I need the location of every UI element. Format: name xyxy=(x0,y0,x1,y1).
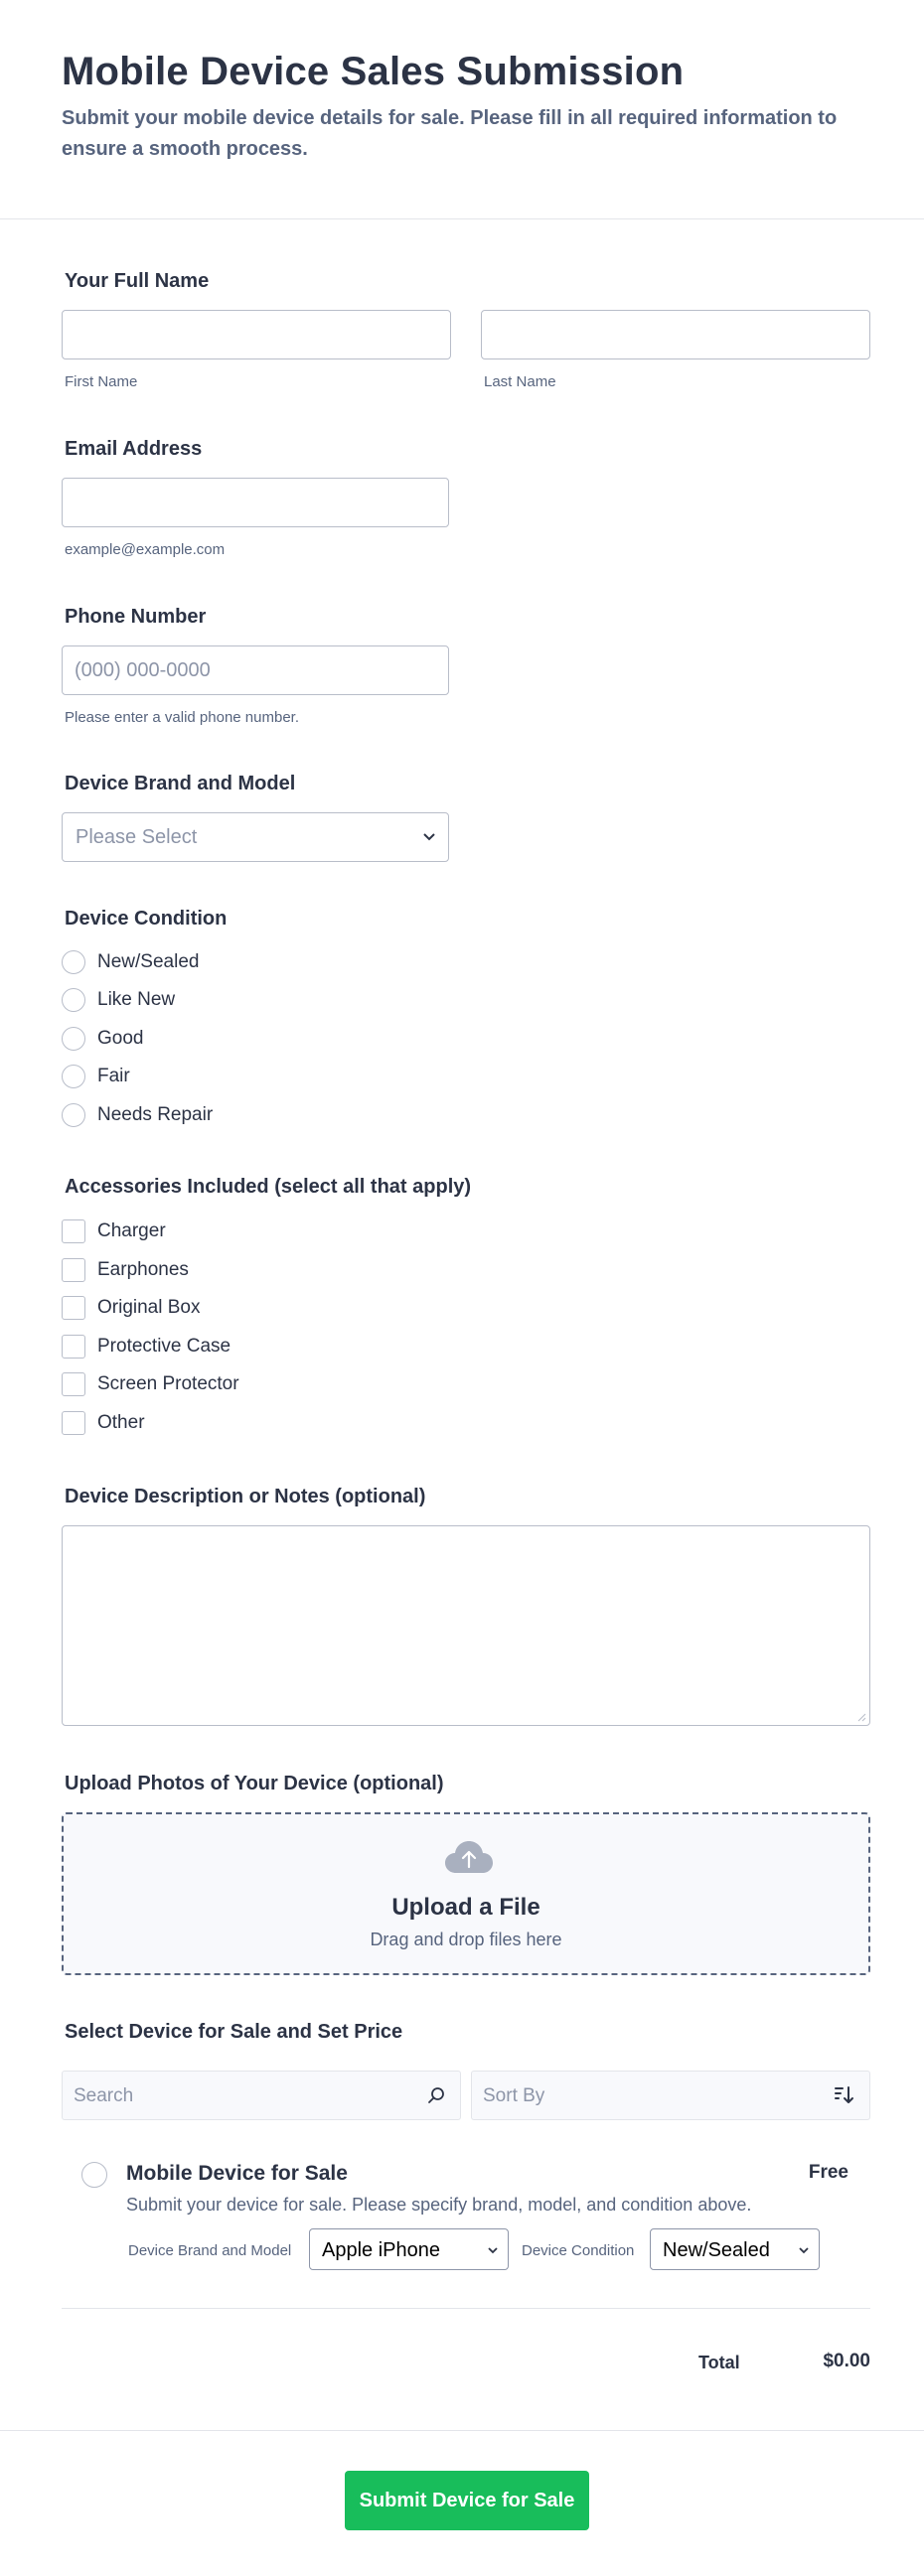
page-title: Mobile Device Sales Submission xyxy=(62,50,685,93)
condition-option[interactable] xyxy=(62,1026,143,1052)
checkbox[interactable] xyxy=(62,1372,85,1396)
search-placeholder: Search xyxy=(74,2085,134,2106)
submit-button[interactable]: Submit Device for Sale xyxy=(345,2471,589,2530)
product-brand-label: Device Brand and Model xyxy=(128,2242,292,2259)
accessory-option[interactable] xyxy=(62,1295,201,1321)
checkbox[interactable] xyxy=(62,1411,85,1435)
total-label: Total xyxy=(698,2353,740,2372)
condition-option-label: Needs Repair xyxy=(97,1104,214,1125)
accessories-label: Accessories Included (select all that apply) xyxy=(65,1176,472,1198)
search-icon xyxy=(427,2086,445,2104)
checkbox[interactable] xyxy=(62,1296,85,1320)
condition-option-label: Fair xyxy=(97,1066,130,1086)
condition-option[interactable] xyxy=(62,1064,130,1089)
upload-title: Upload a File xyxy=(391,1894,540,1921)
condition-option[interactable] xyxy=(62,1102,213,1128)
accessory-option-label: Charger xyxy=(97,1220,166,1241)
brand-model-placeholder: Please Select xyxy=(76,826,198,848)
accessory-option-label: Other xyxy=(97,1412,145,1433)
sort-icon xyxy=(834,2085,855,2105)
checkbox[interactable] xyxy=(62,1258,85,1282)
notes-textarea[interactable] xyxy=(62,1525,870,1726)
radio-button[interactable] xyxy=(62,1027,85,1051)
checkbox[interactable] xyxy=(62,1219,85,1243)
full-name-label: Your Full Name xyxy=(65,270,210,292)
cloud-upload-icon xyxy=(444,1840,494,1874)
product-select-radio[interactable] xyxy=(81,2162,107,2188)
product-section-label: Select Device for Sale and Set Price xyxy=(65,2021,403,2043)
chevron-down-icon xyxy=(487,2246,499,2255)
product-condition-value: New/Sealed xyxy=(663,2239,770,2261)
first-name-sublabel: First Name xyxy=(65,373,138,390)
radio-button[interactable] xyxy=(62,950,85,974)
accessory-option-label: Earphones xyxy=(97,1259,189,1280)
accessory-option[interactable] xyxy=(62,1371,239,1397)
phone-label: Phone Number xyxy=(65,606,207,628)
email-input[interactable] xyxy=(62,478,449,527)
notes-label: Device Description or Notes (optional) xyxy=(65,1486,426,1507)
last-name-input[interactable] xyxy=(481,310,870,359)
radio-button[interactable] xyxy=(62,1103,85,1127)
resize-grip-icon[interactable] xyxy=(856,1712,866,1722)
form-footer xyxy=(0,2430,924,2576)
product-sort-select[interactable] xyxy=(471,2071,870,2120)
brand-model-label: Device Brand and Model xyxy=(65,773,296,794)
upload-label: Upload Photos of Your Device (optional) xyxy=(65,1773,444,1794)
accessory-option[interactable] xyxy=(62,1410,145,1436)
brand-model-select[interactable] xyxy=(62,812,449,862)
sort-placeholder: Sort By xyxy=(483,2085,545,2106)
condition-label: Device Condition xyxy=(65,908,228,930)
radio-button[interactable] xyxy=(62,1065,85,1088)
accessory-option-label: Original Box xyxy=(97,1297,201,1318)
chevron-down-icon xyxy=(798,2246,810,2255)
product-search-input[interactable] xyxy=(62,2071,461,2120)
page-subtitle: Submit your mobile device details for sale. Please fill in all required information to ensure a smooth process. xyxy=(62,107,838,160)
accessory-option[interactable] xyxy=(62,1334,231,1360)
email-label: Email Address xyxy=(65,438,203,460)
email-sublabel: example@example.com xyxy=(65,541,226,558)
form-header xyxy=(0,0,924,219)
accessory-option-label: Screen Protector xyxy=(97,1373,239,1394)
condition-option-label: New/Sealed xyxy=(97,951,200,972)
total-value: $0.00 xyxy=(823,2351,870,2371)
product-condition-select[interactable] xyxy=(650,2228,820,2270)
accessory-option-label: Protective Case xyxy=(97,1336,231,1357)
phone-input[interactable] xyxy=(62,645,449,695)
product-condition-label: Device Condition xyxy=(522,2242,635,2259)
product-brand-select[interactable] xyxy=(309,2228,509,2270)
condition-option-label: Like New xyxy=(97,989,176,1010)
upload-subtitle: Drag and drop files here xyxy=(370,1930,562,1949)
accessory-option[interactable] xyxy=(62,1257,189,1283)
condition-option-label: Good xyxy=(97,1028,144,1049)
accessory-option[interactable] xyxy=(62,1218,166,1244)
product-name: Mobile Device for Sale xyxy=(126,2162,348,2185)
product-price: Free xyxy=(808,2162,848,2183)
first-name-input[interactable] xyxy=(62,310,451,359)
radio-button[interactable] xyxy=(62,988,85,1012)
product-description: Submit your device for sale. Please specify brand, model, and condition above. xyxy=(126,2195,752,2215)
product-divider xyxy=(62,2308,870,2309)
file-upload-dropzone[interactable] xyxy=(62,1812,870,1975)
product-brand-value: Apple iPhone xyxy=(322,2239,440,2261)
phone-sublabel: Please enter a valid phone number. xyxy=(65,709,299,726)
condition-option[interactable] xyxy=(62,987,175,1013)
last-name-sublabel: Last Name xyxy=(484,373,556,390)
checkbox[interactable] xyxy=(62,1335,85,1359)
chevron-down-icon xyxy=(422,832,436,842)
condition-option[interactable] xyxy=(62,949,199,975)
